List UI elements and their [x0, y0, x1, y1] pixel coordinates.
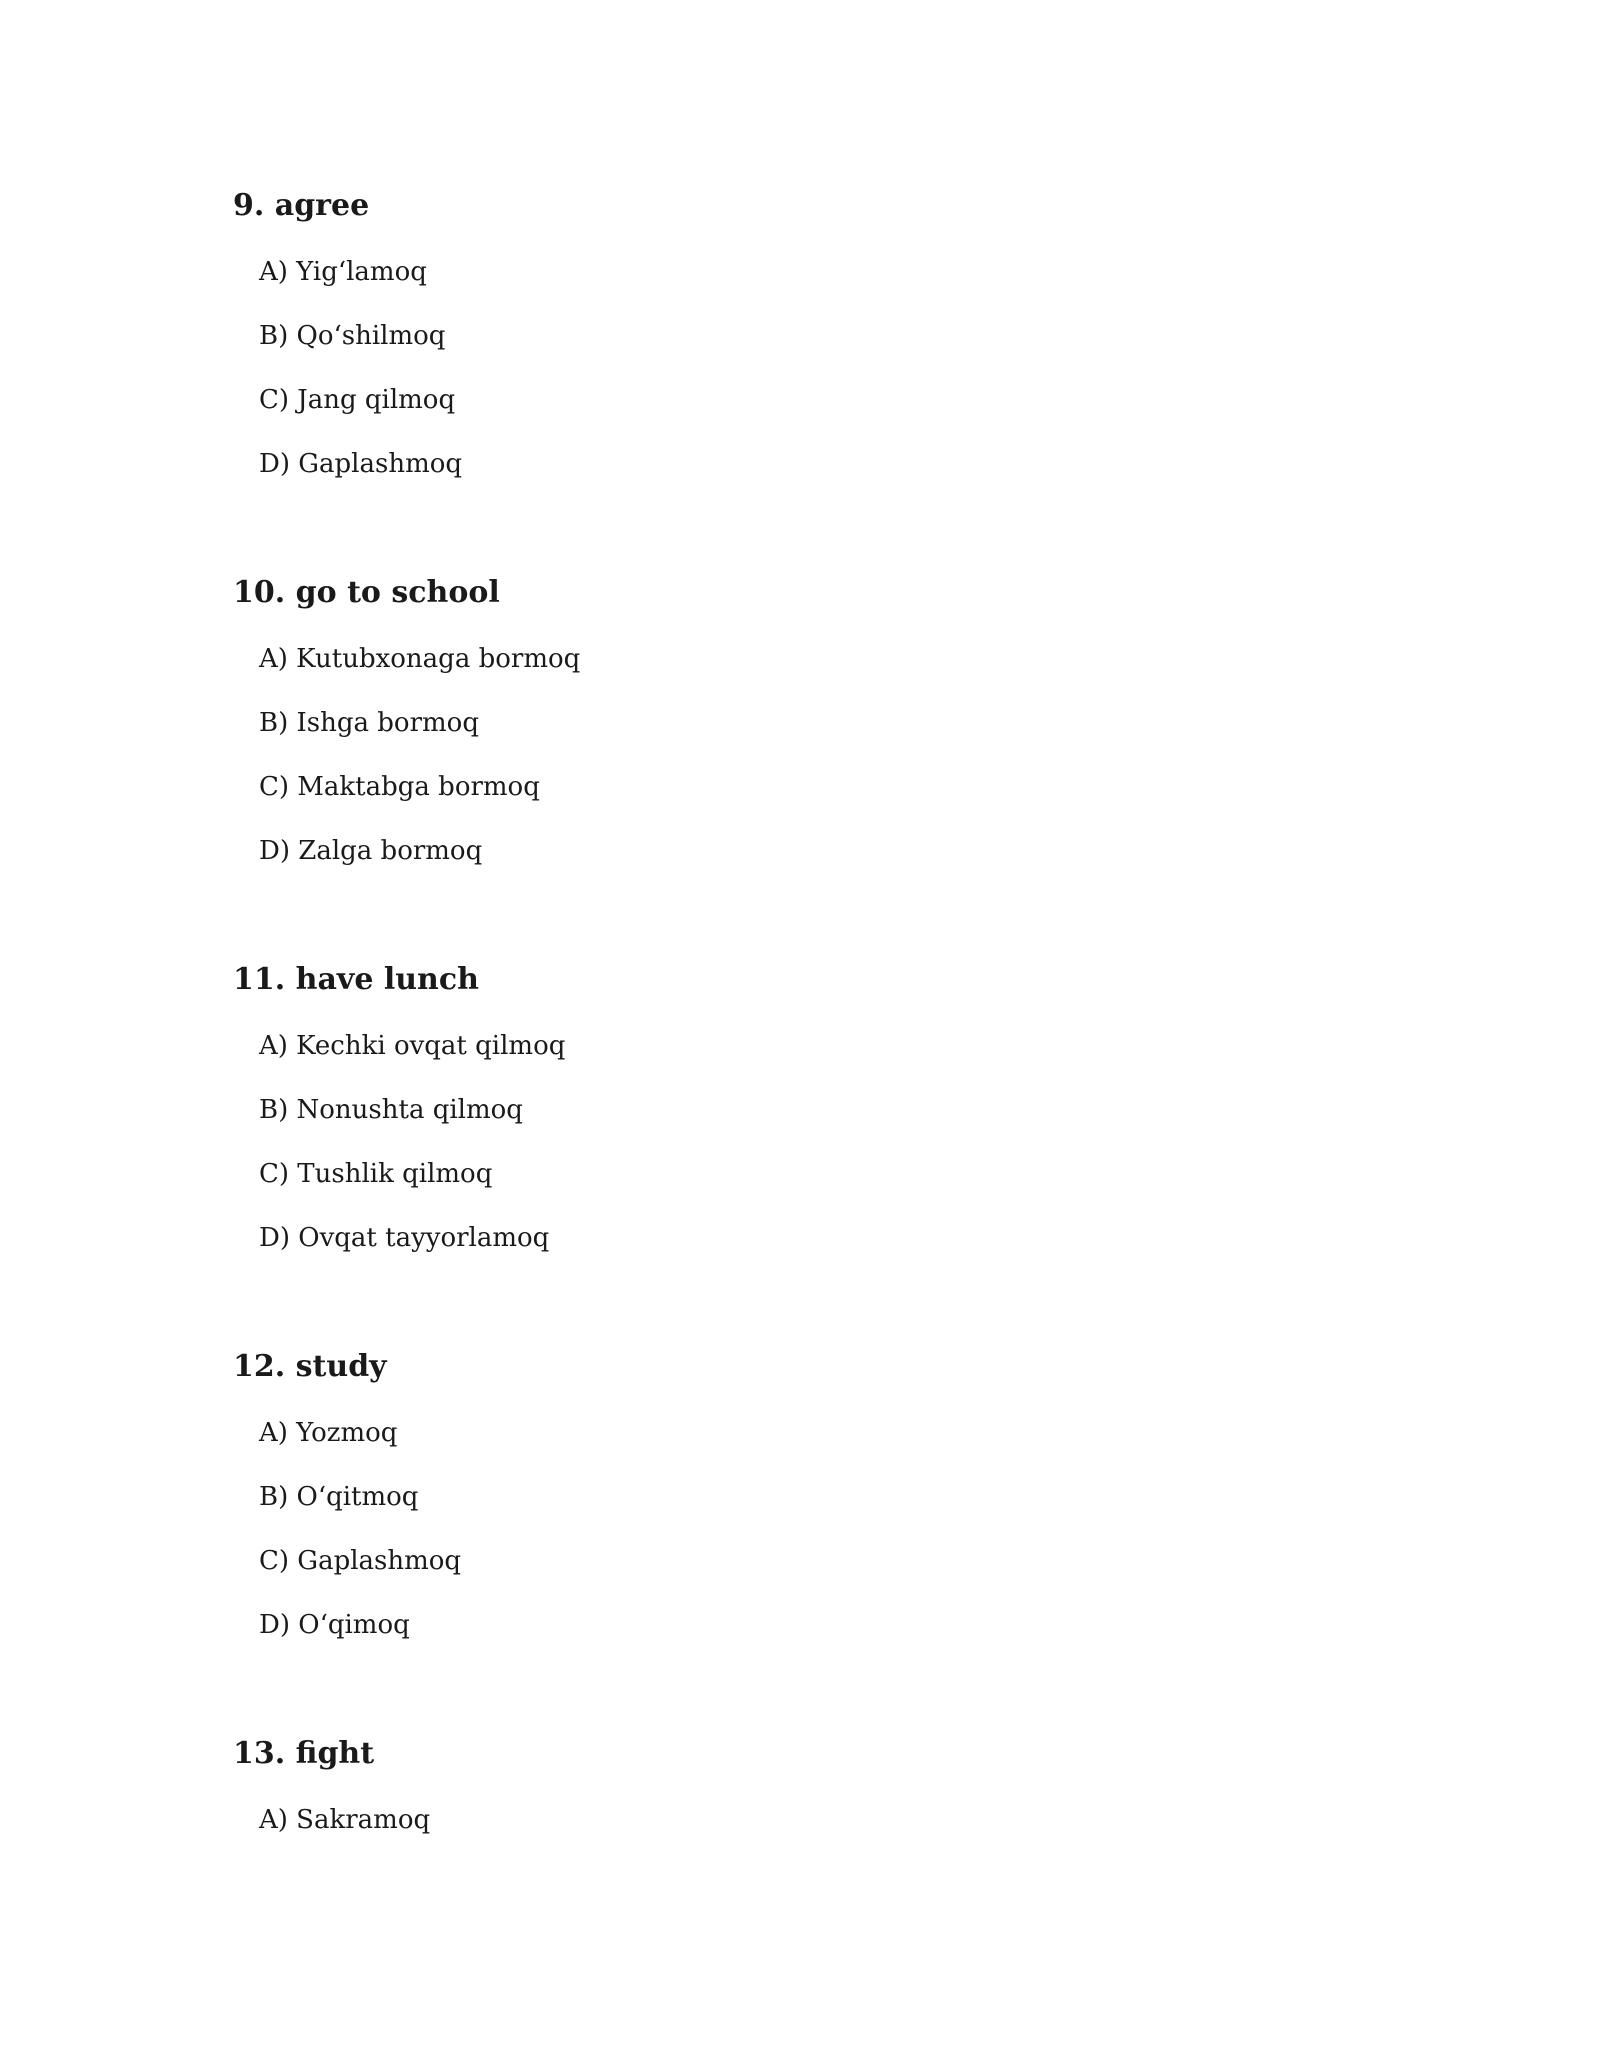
option-a: A) Sakramoq — [259, 1805, 431, 1835]
question-title: 10. go to school — [233, 575, 500, 610]
question-9 — [233, 186, 1333, 484]
option-b: B) O‘qitmoq — [259, 1482, 419, 1512]
question-title: 12. study — [233, 1349, 387, 1384]
option-c: C) Gaplashmoq — [259, 1546, 462, 1576]
answer-options — [259, 252, 1333, 484]
option-a: A) Yozmoq — [259, 1418, 398, 1448]
question-11 — [233, 960, 1333, 1258]
answer-options — [259, 1026, 1333, 1258]
option-b: B) Nonushta qilmoq — [259, 1095, 523, 1125]
option-a: A) Kutubxonaga bormoq — [259, 644, 581, 674]
option-d: D) O‘qimoq — [259, 1610, 410, 1640]
option-b: B) Qo‘shilmoq — [259, 321, 446, 351]
question-title: 9. agree — [233, 188, 370, 223]
question-10 — [233, 573, 1333, 871]
answer-options — [259, 1413, 1333, 1645]
question-title: 11. have lunch — [233, 962, 479, 997]
question-12 — [233, 1347, 1333, 1645]
question-13 — [233, 1734, 1333, 1840]
option-c: C) Jang qilmoq — [259, 385, 456, 415]
answer-options — [259, 639, 1333, 871]
answer-options — [259, 1800, 1333, 1840]
option-d: D) Zalga bormoq — [259, 836, 483, 866]
option-a: A) Yig‘lamoq — [259, 257, 427, 287]
option-d: D) Ovqat tayyorlamoq — [259, 1223, 550, 1253]
question-title: 13. fight — [233, 1736, 375, 1771]
option-d: D) Gaplashmoq — [259, 449, 463, 479]
option-a: A) Kechki ovqat qilmoq — [259, 1031, 566, 1061]
option-b: B) Ishga bormoq — [259, 708, 479, 738]
option-c: C) Maktabga bormoq — [259, 772, 540, 802]
option-c: C) Tushlik qilmoq — [259, 1159, 493, 1189]
